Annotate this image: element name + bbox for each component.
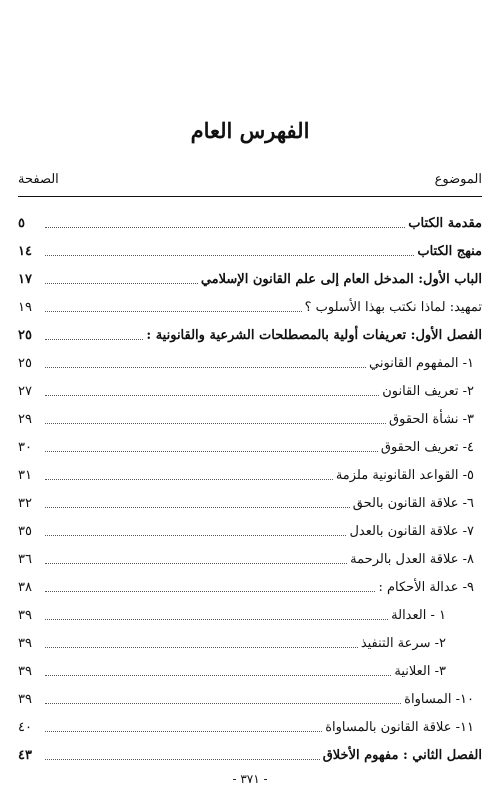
column-topic-label: الموضوع <box>434 172 482 187</box>
toc-entry <box>18 652 482 680</box>
toc-entry-page: ٣٥ <box>18 524 32 539</box>
toc-entry-page: ٣١ <box>18 468 32 483</box>
dot-leader <box>45 395 379 396</box>
toc-entry <box>18 736 482 764</box>
toc-entry <box>18 372 482 400</box>
toc-entry-page: ٢٥ <box>18 356 32 371</box>
toc-entry-page: ١٤ <box>18 244 32 259</box>
toc-entry-page: ٤٠ <box>18 720 32 735</box>
toc-entry <box>18 204 482 232</box>
toc-entry <box>18 484 482 512</box>
toc-entry-page: ٣٢ <box>18 496 32 511</box>
dot-leader <box>45 423 386 424</box>
toc-entry-title: ٣- العلانية <box>394 664 446 679</box>
dot-leader <box>45 675 391 676</box>
page-title: الفهرس العام <box>190 118 310 143</box>
table-of-contents <box>18 204 482 764</box>
toc-entry <box>18 232 482 260</box>
dot-leader <box>45 507 350 508</box>
page-number: - ٣٧١ - <box>232 772 268 786</box>
toc-entry-title: ١١- علاقة القانون بالمساواة <box>325 720 474 735</box>
toc-entry <box>18 428 482 456</box>
toc-entry-page: ٣٩ <box>18 692 32 707</box>
toc-entry <box>18 316 482 344</box>
header-divider <box>18 196 482 197</box>
toc-entry-title: ٢- سرعة التنفيذ <box>360 636 446 651</box>
toc-entry-title: ٩- عدالة الأحكام : <box>378 580 474 595</box>
toc-entry-title: ٥- القواعد القانونية ملزمة <box>335 468 474 483</box>
toc-entry-page: ٣٦ <box>18 552 32 567</box>
dot-leader <box>45 619 388 620</box>
toc-entry-title: الفصل الأول: تعريفات أولية بالمصطلحات الشرعية والقانونية : <box>146 328 482 343</box>
toc-entry-title: تمهيد: لماذا نكتب بهذا الأسلوب ؟ <box>304 300 482 315</box>
toc-entry-title: مقدمة الكتاب <box>408 216 482 231</box>
toc-entry <box>18 456 482 484</box>
toc-entry-title: ٢- تعريف القانون <box>382 384 474 399</box>
toc-entry <box>18 344 482 372</box>
toc-entry <box>18 400 482 428</box>
toc-entry-title: ٣- نشأة الحقوق <box>389 412 474 427</box>
toc-entry <box>18 540 482 568</box>
toc-entry-title: الباب الأول: المدخل العام إلى علم القانون الإسلامي <box>200 272 482 287</box>
toc-entry-page: ٢٥ <box>18 328 32 343</box>
toc-entry-page: ٣٨ <box>18 580 32 595</box>
toc-entry <box>18 596 482 624</box>
dot-leader <box>45 703 401 704</box>
toc-entry <box>18 568 482 596</box>
toc-entry <box>18 680 482 708</box>
dot-leader <box>45 451 378 452</box>
toc-entry-title: ١ - العدالة <box>391 608 446 623</box>
toc-entry-title: ٤- تعريف الحقوق <box>380 440 474 455</box>
toc-entry <box>18 708 482 736</box>
toc-entry-title: ١- المفهوم القانوني <box>369 356 474 371</box>
toc-entry-page: ٢٧ <box>18 384 32 399</box>
dot-leader <box>45 759 320 760</box>
toc-entry-page: ٣٩ <box>18 636 32 651</box>
toc-entry <box>18 288 482 316</box>
column-header <box>18 172 482 196</box>
toc-entry-title: الفصل الثاني : مفهوم الأخلاق <box>322 748 482 763</box>
dot-leader <box>45 647 358 648</box>
toc-entry-page: ٣٠ <box>18 440 32 455</box>
toc-entry-title: منهج الكتاب <box>417 244 482 259</box>
dot-leader <box>45 311 302 312</box>
toc-entry-title: ١٠- المساواة <box>404 692 474 707</box>
toc-entry-title: ٧- علاقة القانون بالعدل <box>349 524 474 539</box>
toc-entry-page: ٥ <box>18 216 25 231</box>
toc-entry-title: ٨- علاقة العدل بالرحمة <box>350 552 474 567</box>
toc-entry-page: ٣٩ <box>18 664 32 679</box>
dot-leader <box>45 339 143 340</box>
toc-entry-title: ٦- علاقة القانون بالحق <box>352 496 474 511</box>
dot-leader <box>45 535 346 536</box>
dot-leader <box>45 255 414 256</box>
dot-leader <box>45 563 347 564</box>
toc-entry-page: ١٩ <box>18 300 32 315</box>
dot-leader <box>45 367 366 368</box>
toc-entry <box>18 512 482 540</box>
toc-entry-page: ١٧ <box>18 272 32 287</box>
toc-entry <box>18 260 482 288</box>
toc-entry <box>18 624 482 652</box>
dot-leader <box>45 591 375 592</box>
column-page-label: الصفحة <box>18 172 59 187</box>
toc-entry-page: ٢٩ <box>18 412 32 427</box>
dot-leader <box>45 479 333 480</box>
dot-leader <box>45 227 405 228</box>
toc-entry-page: ٣٩ <box>18 608 32 623</box>
dot-leader <box>45 731 322 732</box>
toc-entry-page: ٤٣ <box>18 748 32 763</box>
dot-leader <box>45 283 198 284</box>
